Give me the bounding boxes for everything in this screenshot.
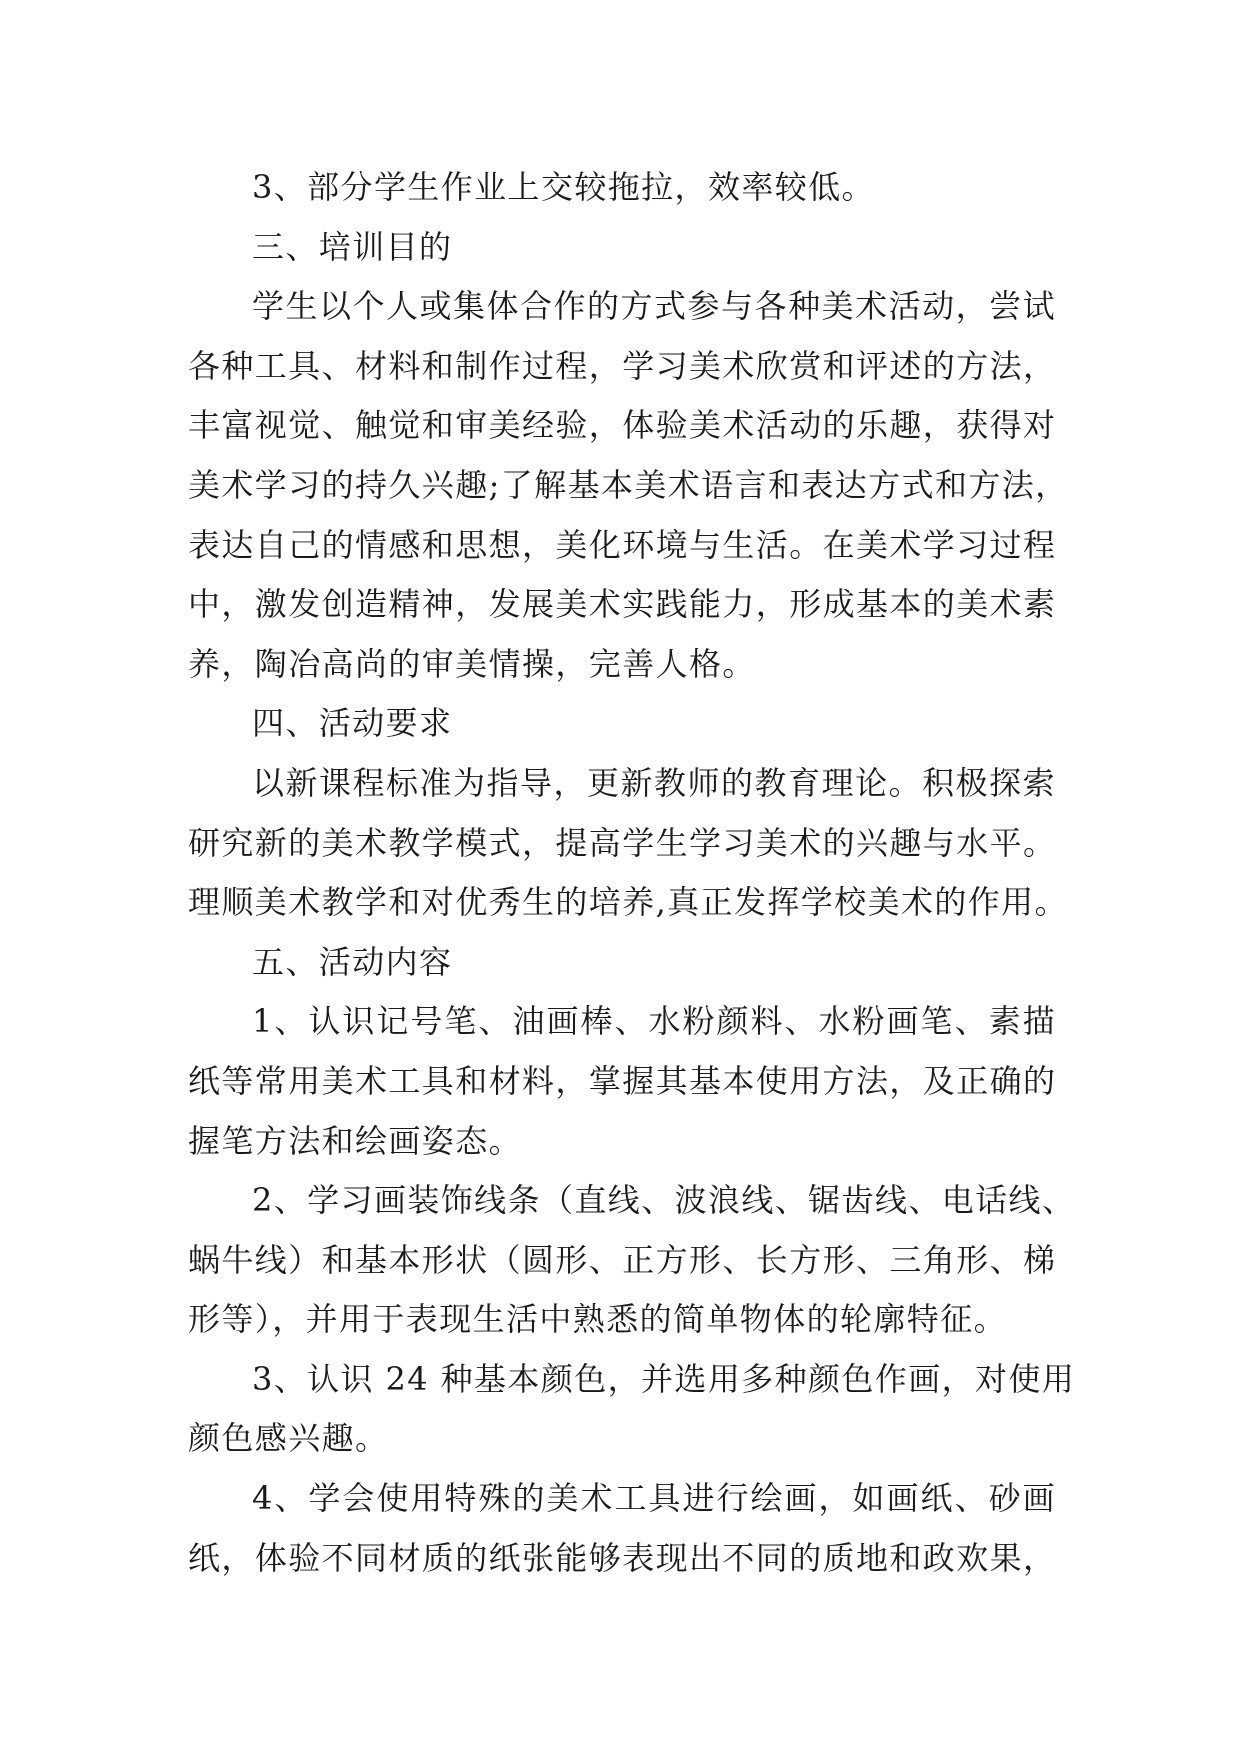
- paragraph-line: 养，陶冶高尚的审美情操，完善人格。: [188, 644, 756, 683]
- list-item-line: 2、学习画装饰线条（直线、波浪线、锯齿线、电话线、: [252, 1181, 1076, 1220]
- paragraph-line: 研究新的美术教学模式，提高学生学习美术的兴趣与水平。: [188, 823, 1057, 862]
- paragraph-line: 以新课程标准为指导，更新教师的教育理论。积极探索: [252, 763, 1056, 802]
- paragraph-line: 中，激发创造精神，发展美术实践能力，形成基本的美术素: [188, 585, 1057, 624]
- paragraph-line: 3、部分学生作业上交较拖拉，效率较低。: [252, 168, 875, 206]
- paragraph-line: 美术学习的持久兴趣;了解基本美术语言和表达方式和方法，: [188, 465, 1069, 504]
- section-heading-training-goal: 三、培训目的: [252, 227, 453, 266]
- paragraph-line: 理顺美术教学和对优秀生的培养,真正发挥学校美术的作用。: [188, 883, 1068, 922]
- paragraph-line: 丰富视觉、触觉和审美经验，体验美术活动的乐趣，获得对: [188, 406, 1057, 445]
- list-item-line: 握笔方法和绘画姿态。: [188, 1121, 523, 1160]
- paragraph-line: 各种工具、材料和制作过程，学习美术欣赏和评述的方法，: [188, 346, 1057, 385]
- list-item-line: 3、认识 24 种基本颜色，并选用多种颜色作画，对使用: [252, 1359, 1076, 1398]
- list-item-line: 1、认识记号笔、油画棒、水粉颜料、水粉画笔、素描: [252, 1002, 1056, 1041]
- list-item-line: 蜗牛线）和基本形状（圆形、正方形、长方形、三角形、梯: [188, 1240, 1057, 1279]
- list-item-line: 纸等常用美术工具和材料，掌握其基本使用方法，及正确的: [188, 1061, 1057, 1100]
- list-item-line: 纸，体验不同材质的纸张能够表现出不同的质地和政欢果，: [188, 1538, 1057, 1577]
- list-item-line: 形等），并用于表现生活中熟悉的简单物体的轮廓特征。: [188, 1300, 1008, 1339]
- list-item-line: 颜色感兴趣。: [188, 1419, 389, 1458]
- list-item-line: 4、学会使用特殊的美术工具进行绘画，如画纸、砂画: [252, 1479, 1056, 1518]
- paragraph-line: 学生以个人或集体合作的方式参与各种美术活动，尝试: [252, 287, 1056, 326]
- section-heading-activity-content: 五、活动内容: [252, 942, 453, 981]
- document-body: [188, 158, 1076, 1588]
- paragraph-line: 表达自己的情感和思想，美化环境与生活。在美术学习过程: [188, 525, 1057, 564]
- section-heading-activity-requirements: 四、活动要求: [252, 704, 453, 743]
